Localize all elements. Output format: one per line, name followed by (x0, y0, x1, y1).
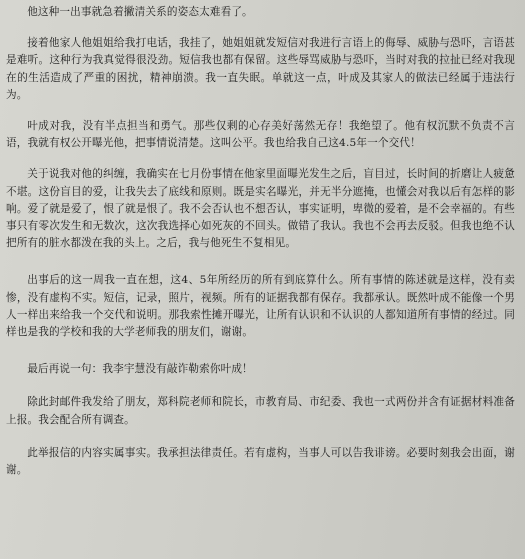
paragraph-8: 此举报信的内容实属事实。我承担法律责任。若有虚构，当事人可以告我诽谤。必要时刻我会出面，谢谢。 (6, 446, 515, 477)
paragraph-6: 最后再说一句：我李宇慧没有敲诈勒索你叶成！ (27, 363, 253, 376)
paragraph-5: 出事后的这一周我一直在想，这4、5年所经历的所有到底算什么。所有事情的陈述就是这样，没有卖惨，没有虚构不实。短信，记录，照片，视频。所有的证据我都有保存。我都承认。既然叶成不能像一个男人一样出来给我一个交代和说明。那我索性摊开曝光，让所有认识和不认识的人都知道所有事情的经过。同样也是我的学校和我的大学老师我的朋友们，谢谢。 (6, 274, 515, 339)
paragraph-1: 他这种一出事就急着撇清关系的姿态太难看了。 (27, 6, 253, 18)
paragraph-3: 叶成对我，没有半点担当和勇气。那些仅剩的心存美好荡然无存！我绝望了。他有权沉默不负责不言语，我就有权公开曝光他，把事情说清楚。这叫公平。我也给我自己这4.5年一个交代！ (6, 120, 515, 150)
paragraph-7: 除此封邮件我发给了朋友，郑科院老师和院长，市教育局、市纪委、我也一式两份并含有证据材料准备上报。我会配合所有调查。 (6, 396, 515, 426)
paragraph-2: 接着他家人他姐姐给我打电话，我挂了，她姐姐就发短信对我进行言语上的侮辱、威胁与恐吓，言语甚是难听。这种行为我真觉得很没劲。短信我也都有保留。这些辱骂威胁与恐吓，当时对我的拉扯已经对我现在的生活造成了严重的困扰，精神崩溃。我一直失眠。单就这一点，叶成及其家人的做法已经属于违法行为。 (6, 37, 515, 101)
paragraph-4: 关于说我对他的纠缠，我确实在七月份事情在他家里面曝光发生之后，盲目过，长时间的折磨让人疲惫不堪。这份盲目的爱，让我失去了底线和原则。既是实名曝光，并无半分遮掩，也懂会对我以后有怎样的影响。爱了就是爱了，恨了就是恨了。我不会否认也不想否认，事实证明，卑微的爱着，是不会幸福的。有些事只有零次发生和无数次，这次我选择心如死灰的不回头。做错了我认。我也不会再去反驳。但我也绝不认把所有的脏水都泼在我的头上。之后，我与他死生不复相见。 (6, 168, 515, 250)
